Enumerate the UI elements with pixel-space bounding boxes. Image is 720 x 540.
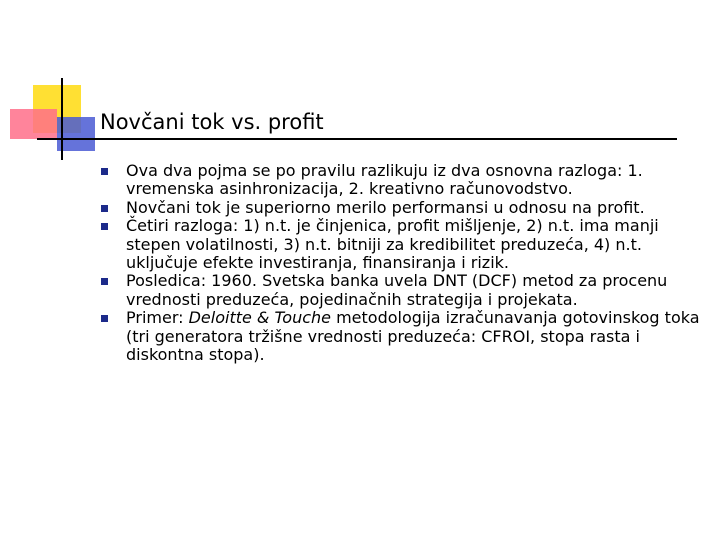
square-bullet-icon	[101, 315, 108, 322]
bullet-text: Četiri razloga: 1) n.t. je činjenica, profit mišljenje, 2) n.t. ima manji stepen volatilnosti, 3) n.t. bitniji za kredibilitet preduzeća, 4) n.t. uključuje efekte investiranja, finansiranja i rizik.	[126, 216, 659, 273]
decor-red-rectangle	[10, 109, 57, 139]
bullet-text-suffix: metodologija izračunavanja gotovinskog toka (tri generatora tržišne vrednosti preduzeća: CFROI, stopa rasta i diskontna stopa).	[126, 308, 700, 365]
slide-title: Novčani tok vs. profit	[100, 110, 324, 134]
bullet-text-prefix: Primer:	[126, 308, 189, 328]
bullet-item	[98, 162, 708, 199]
bullet-text: Ova dva pojma se po pravilu razlikuju iz dva osnovna razloga: 1. vremenska asinhronizacija, 2. kreativno računovodstvo.	[126, 161, 643, 199]
bullet-item	[98, 217, 708, 272]
square-bullet-icon	[101, 168, 108, 175]
square-bullet-icon	[101, 205, 108, 212]
bullet-item	[98, 272, 708, 309]
bullet-text: Posledica: 1960. Svetska banka uvela DNT (DCF) metod za procenu vrednosti preduzeća, pojedinačnih strategija i projekata.	[126, 271, 668, 309]
bullet-item	[98, 199, 708, 217]
title-underline	[37, 138, 677, 140]
square-bullet-icon	[101, 223, 108, 230]
bullet-text-emphasis: Deloitte & Touche	[188, 308, 331, 328]
bullet-list	[98, 162, 708, 364]
decor-vertical-line	[61, 78, 63, 160]
bullet-text: Novčani tok je superiorno merilo performansi u odnosu na profit.	[126, 197, 645, 217]
bullet-item	[98, 309, 708, 364]
square-bullet-icon	[101, 278, 108, 285]
